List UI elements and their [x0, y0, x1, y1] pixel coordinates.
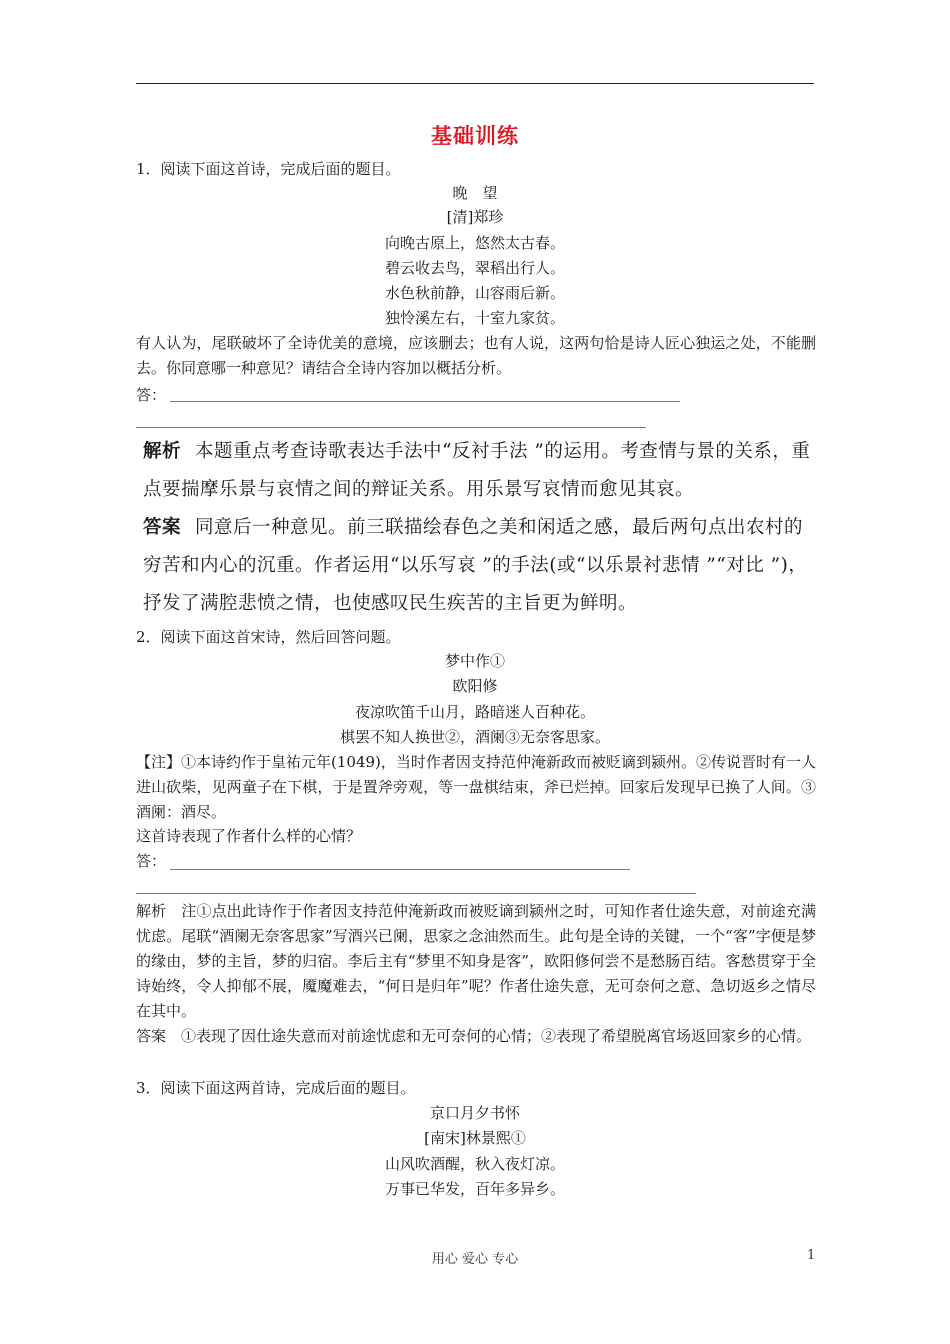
q3-poem-line: 万事已华发，百年多异乡。 [384, 1180, 565, 1198]
key-text: 同意后一种意见。前三联描绘春色之美和闲适之感，最后两句点出农村的穷苦和内心的沉重。作者运用“以乐写哀 ”的手法(或“以乐景衬悲情 ”“对比 ”)，抒发了满腔悲愤之情，也使感叹民生疾苦的主旨更为鲜明。 [143, 517, 808, 614]
q1-prompt: 1．阅读下面这首诗，完成后面的题目。 [136, 160, 401, 178]
q1-poem-line: 独怜溪左右，十室九家贫。 [384, 309, 565, 327]
page-number: 1 [807, 1248, 816, 1263]
q3-poem-author: [南宋]林景熙① [424, 1129, 526, 1147]
analysis-label: 解析 [143, 441, 182, 462]
q2-key: 答案 ①表现了因仕途失意而对前途忧虑和无可奈何的心情；②表现了希望脱离官场返回家乡的心情。 [136, 1027, 812, 1045]
q1-question: 有人认为，尾联破坏了全诗优美的意境，应该删去；也有人说，这两句恰是诗人匠心独运之处，不能删去。你同意哪一种意见？请结合全诗内容加以概括分析。 [136, 334, 816, 377]
q2-poem-title: 梦中作① [444, 652, 505, 670]
q3-poem-line: 山风吹酒醒，秋入夜灯凉。 [384, 1155, 565, 1173]
q1-poem-title: 晚 望 [452, 184, 498, 202]
header-rule [136, 83, 814, 84]
q2-answer-label: 答： [136, 852, 167, 870]
q1-poem-line: 水色秋前静，山容雨后新。 [384, 284, 565, 302]
q2-poem-line: 棋罢不知人换世②，酒阑③无奈客思家。 [339, 728, 610, 746]
analysis-text: 本题重点考查诗歌表达手法中“反衬手法 ”的运用。考查情与景的关系，重点要揣摩乐景与哀情之间的辩证关系。用乐景写哀情而愈见其哀。 [143, 441, 811, 500]
q2-answer-blank-2[interactable] [136, 893, 696, 894]
q1-poem-line: 向晚古原上，悠然太古春。 [384, 234, 565, 252]
q1-answer-blank-2[interactable] [136, 427, 646, 428]
q2-analysis: 解析 注①点出此诗作于作者因支持范仲淹新政而被贬谪到颍州之时，可知作者仕途失意，对前途充满忧虑。尾联“酒阑无奈客思家”写酒兴已阑，思家之念油然而生。此句是全诗的关键，一个“客”字便是梦的缘由，梦的主旨，梦的归宿。李后主有“梦里不知身是客”，欧阳修何尝不是愁肠百结。客愁贯穿于全诗始终，令人抑郁不展，魇魔难去，“何日是归年”呢？作者仕途失意，无可奈何之意、急切返乡之情尽在其中。 [136, 902, 816, 1020]
q2-answer-blank[interactable] [170, 869, 630, 870]
q1-answer-blank[interactable] [170, 401, 680, 402]
key-label: 答案 [143, 517, 182, 538]
page-footer: 用心 爱心 专心 [431, 1252, 519, 1267]
q2-prompt: 2．阅读下面这首宋诗，然后回答问题。 [136, 628, 401, 646]
q2-poem-author: 欧阳修 [452, 677, 498, 695]
q1-poem-line: 碧云收去鸟，翠稻出行人。 [384, 259, 565, 277]
q3-poem-title: 京口月夕书怀 [429, 1104, 520, 1122]
page-title: 基础训练 [431, 123, 519, 148]
q1-answer-label: 答： [136, 386, 167, 404]
q3-prompt: 3．阅读下面这两首诗，完成后面的题目。 [136, 1079, 416, 1097]
q1-analysis [143, 433, 815, 509]
q1-key [143, 509, 815, 623]
q2-poem-line: 夜凉吹笛千山月，路暗迷人百种花。 [354, 703, 595, 721]
q2-note: 【注】①本诗约作于皇祐元年(1049)，当时作者因支持范仲淹新政而被贬谪到颍州。②传说晋时有一人进山砍柴，见两童子在下棋，于是置斧旁观，等一盘棋结束，斧已烂掉。回家后发现早已换了人间。③酒阑：酒尽。 [136, 753, 816, 821]
q1-poem-author: [清]郑珍 [446, 208, 504, 226]
q2-question: 这首诗表现了作者什么样的心情？ [136, 827, 362, 845]
